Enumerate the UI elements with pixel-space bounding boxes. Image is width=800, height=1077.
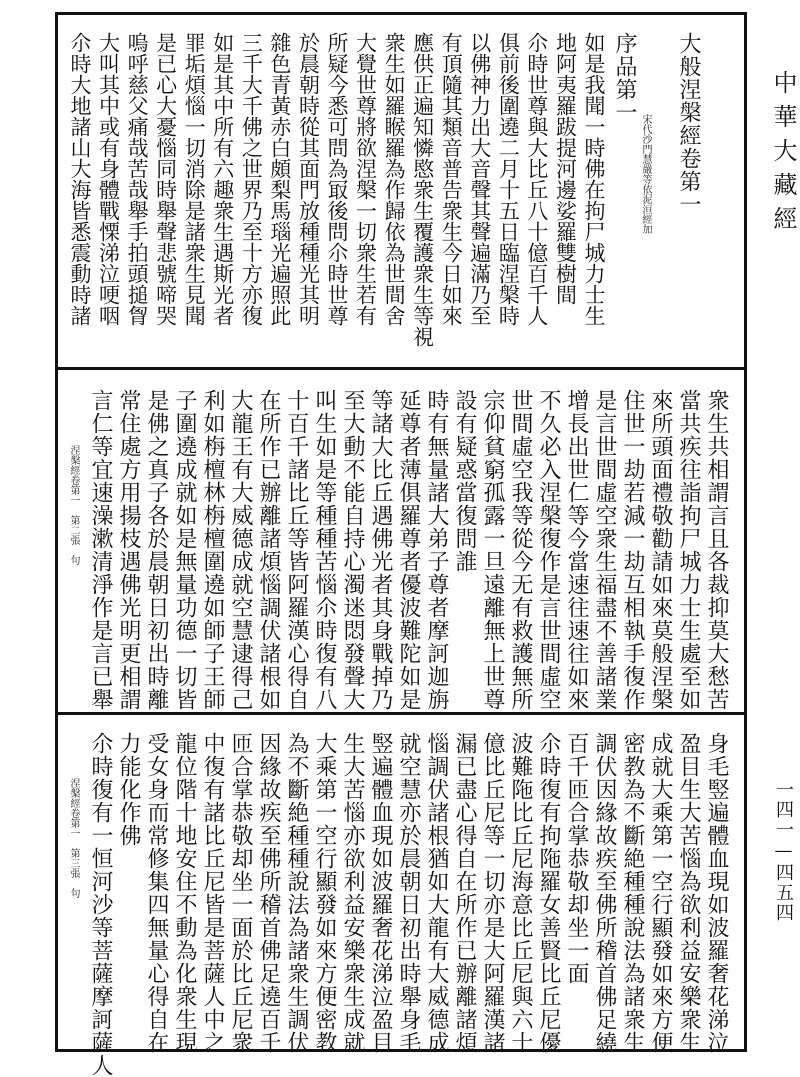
text-column: 是言世間虛空衆生福盡不善諸業 — [592, 389, 617, 711]
text-column: 來所頭面禮敬勸請如來莫般涅槃 — [648, 389, 673, 711]
text-column: 不久必入涅槃復作是言世間虛空 — [536, 389, 561, 711]
page-frame — [55, 12, 747, 1077]
text-column: 大乘第一空行顯發如來方便密教 — [312, 732, 337, 1054]
leaf-note: 涅槃經卷第一 第三張 句 — [68, 778, 79, 898]
text-column: 等諸大比丘遇佛光者其身戰掉乃 — [368, 389, 393, 711]
panel-3 — [61, 718, 741, 1077]
text-column: 叫生如是等種種苦惱尒時復有八 — [312, 389, 337, 711]
text-column: 十百千諸比丘等皆阿羅漢心得自 — [284, 389, 309, 711]
text-column: 身毛竪遍體血現如波羅奢花涕泣 — [704, 732, 729, 1054]
leaf-note: 涅槃經卷第一 第二張 句 — [68, 445, 79, 565]
page-number: 一四一—四五四 — [773, 780, 794, 923]
sutra-title: 大般涅槃經卷第一 — [676, 32, 701, 216]
text-column: 中復有諸比丘尼皆是菩薩人中之 — [200, 732, 225, 1054]
text-column: 為不斷絶種種說法為諸衆生調伏 — [284, 732, 309, 1054]
panel-1 — [61, 18, 741, 364]
side-title: 中華大藏經 — [769, 70, 797, 240]
text-column: 大龍王有大威德成就空慧逮得己 — [228, 389, 253, 711]
text-column: 延尊者薄俱羅尊者優波難陀如是 — [396, 389, 421, 711]
text-column: 罪垢煩惱一切消除是諸衆生見聞 — [182, 32, 207, 326]
text-column: 億比丘尼等一切亦是大阿羅漢諸 — [480, 732, 505, 1054]
text-column: 大覺世尊將欲涅槃一切衆生若有 — [353, 32, 378, 326]
text-column: 設有疑惑當復問誰 — [452, 389, 477, 573]
text-column: 尒時大地諸山大海皆悉震動時諸 — [68, 32, 92, 326]
text-column: 利如栴檀林栴檀圍遶如師子王師 — [200, 389, 225, 711]
text-column: 百千匝合掌恭敬却坐一面 — [564, 732, 589, 985]
text-column: 生大苦惱亦欲利益安樂衆生成就 — [340, 732, 365, 1054]
text-column: 雜色青黃赤白頗梨馬瑙光遍照此 — [267, 32, 292, 326]
panel-2 — [61, 375, 741, 711]
text-column: 常住處方用揚枝遇佛光明更相謂 — [116, 389, 141, 711]
text-column: 調伏因緣故疾至佛所稽首佛足繞 — [592, 732, 617, 1054]
text-column: 受女身而常修集四無量心得自在 — [144, 732, 169, 1054]
text-column: 在所作已辦離諸煩惱調伏諸根如 — [256, 389, 281, 711]
text-column: 當共疾往詣拘尸城力士生處至如 — [676, 389, 701, 711]
translator-note: 宋代沙門慧嚴等依泥洹經加 — [640, 114, 651, 234]
text-column: 力能化作佛 — [116, 732, 141, 847]
text-column: 如是其中所有六趣衆生遇斯光者 — [210, 32, 235, 326]
panel-divider — [58, 367, 744, 370]
text-column: 惱調伏諸根猶如大龍有大威德成 — [424, 732, 449, 1054]
text-column: 是已心大憂惱同時舉聲悲號啼哭 — [153, 32, 178, 326]
text-column: 時有無量諸大弟子尊者摩訶迦旃 — [424, 389, 449, 711]
text-column: 有頂隨其類音普告衆生今日如來 — [439, 32, 464, 326]
text-column: 匝合掌恭敬却坐一面於比丘尼衆 — [228, 732, 253, 1054]
text-column: 是佛之真子各於晨朝日初出時離 — [144, 389, 169, 711]
text-column: 宗仰貧窮孤露一旦遠離無上世尊 — [480, 389, 505, 711]
text-column: 竪遍體血現如波羅奢花涕泣盈目 — [368, 732, 393, 1054]
text-column: 至大動不能自持心濁迷悶發聲大 — [340, 389, 365, 711]
text-column: 所疑今悉可問為冣後問尒時世尊 — [325, 32, 349, 326]
text-column: 尒時復有拘陁羅女善賢比丘尼優 — [536, 732, 561, 1054]
text-column: 以佛神力出大音聲其聲遍滿乃至 — [467, 32, 492, 326]
text-column: 尒時復有一恒河沙等菩薩摩訶薩人 — [88, 732, 113, 1077]
text-column: 尒時世尊與大比丘八十億百千人 — [524, 32, 549, 326]
text-column: 漏已盡心得自在所作已辦離諸煩 — [452, 732, 477, 1054]
text-column: 成就大乘第一空行顯發如來方便 — [648, 732, 673, 1054]
text-column: 龍位階十地安住不動為化衆生現 — [172, 732, 197, 1054]
panel-divider — [58, 712, 744, 715]
text-column: 地阿夷羅跋提河邊娑羅雙樹間 — [553, 32, 578, 305]
text-column: 因緣故疾至佛所稽首佛足遶百千 — [256, 732, 281, 1054]
text-column: 俱前後圍遶二月十五日臨涅槃時 — [496, 32, 521, 326]
text-column: 子圍遶成就如是無量功德一切皆 — [172, 389, 197, 711]
chapter-heading: 序品第一 — [612, 32, 637, 124]
text-column: 衆生如羅睺羅為作歸依為世間舍 — [382, 32, 407, 326]
text-column: 住世一劫若減一劫互相執手復作 — [620, 389, 645, 711]
text-column: 衆生共相謂言且各裁抑莫大愁苦 — [704, 389, 729, 711]
text-column: 就空慧亦於晨朝日初出時舉身毛 — [396, 732, 421, 1054]
text-column: 密教為不斷絶種種說法為諸衆生 — [620, 732, 645, 1054]
text-column: 世間虛空我等從今无有救護無所 — [508, 389, 533, 711]
text-column: 言仁等宜速澡漱清淨作是言已舉 — [88, 389, 113, 711]
text-column: 盈目生大苦惱為欲利益安樂衆生 — [676, 732, 701, 1054]
text-column: 應供正遍知憐愍衆生覆護衆生等視 — [410, 32, 435, 347]
text-column: 於晨朝時從其面門放種種光其明 — [296, 32, 321, 326]
text-column: 三千大千佛之世界乃至十方亦復 — [239, 32, 264, 326]
text-column: 如是我聞一時佛在拘尸城力士生 — [582, 32, 606, 326]
text-column: 大叫其中或有身體戰慄涕泣哽咽 — [96, 32, 121, 326]
text-column: 增長出世仁等今當速往速往如來 — [564, 389, 589, 711]
text-column: 波難陁比丘尼海意比丘尼與六十 — [508, 732, 533, 1054]
text-column: 嗚呼慈父痛哉苦哉舉手拍頭搥胷 — [125, 32, 150, 326]
